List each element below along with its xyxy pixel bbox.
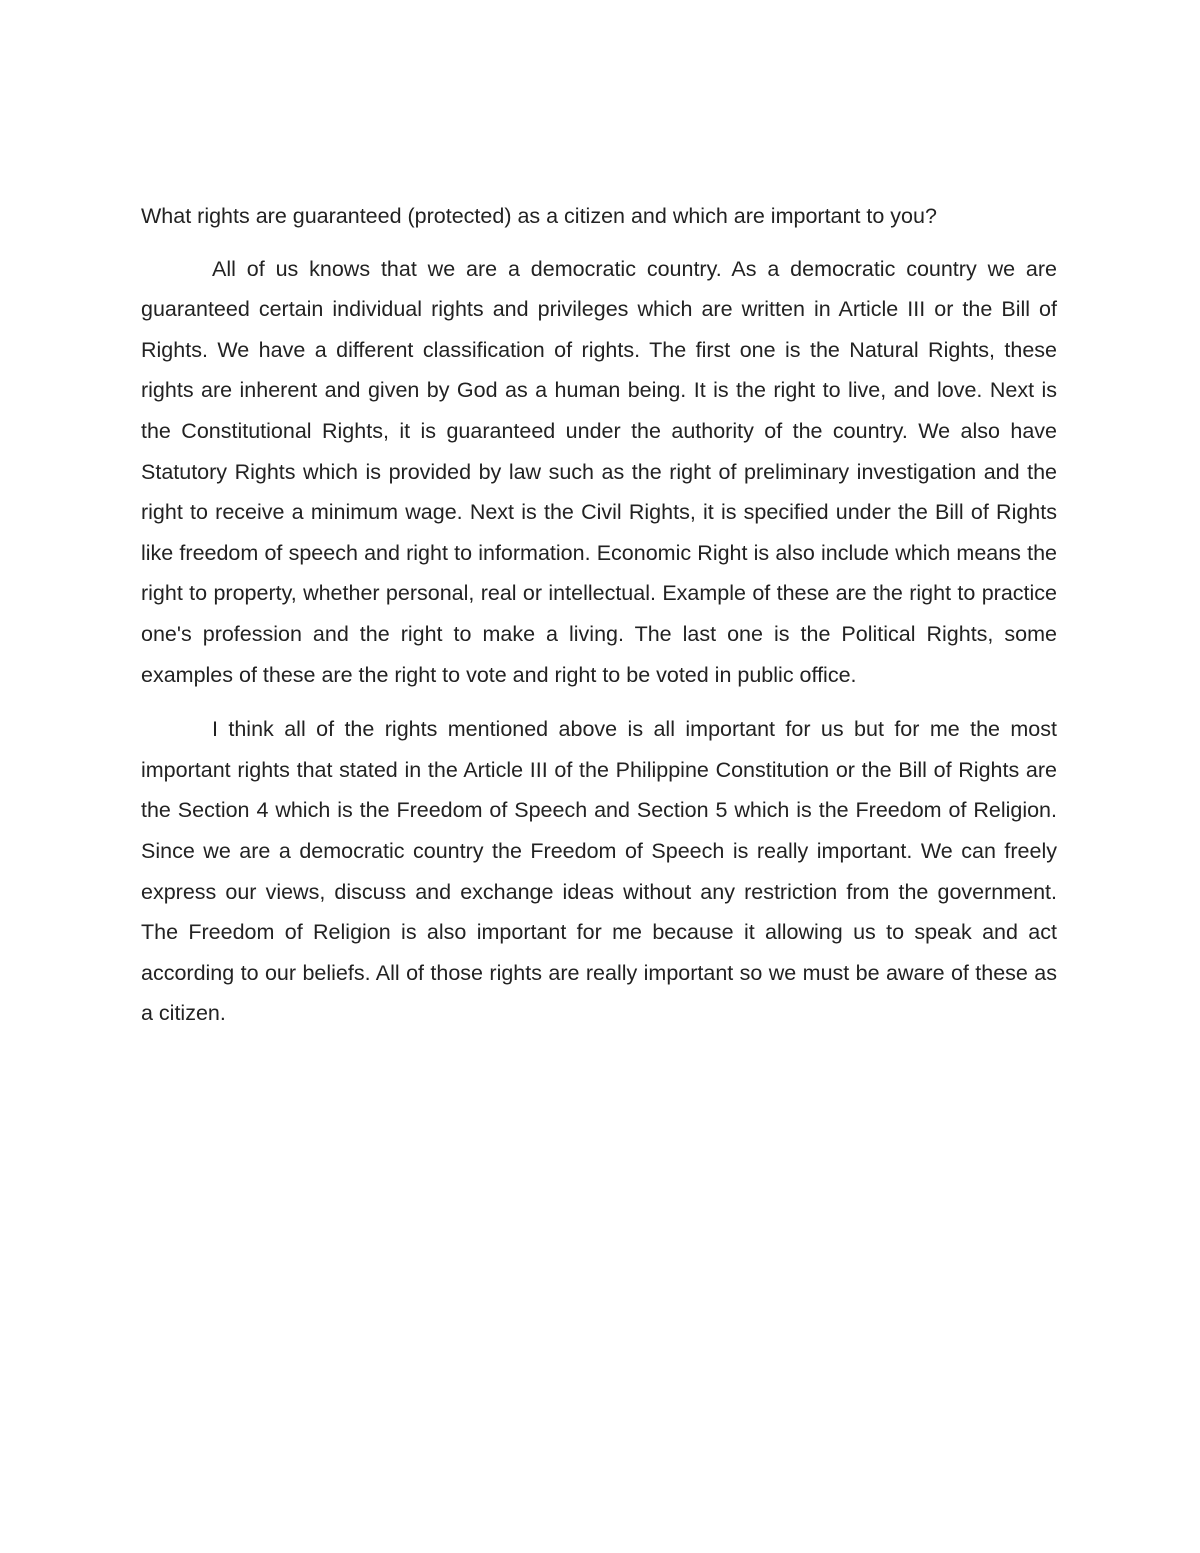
paragraph-important-rights: I think all of the rights mentioned above is all important for us but for me the most important rights that stated in the Article III of the Philippine Constitution or the Bill of Rights are the Section 4 which is the Freedom of Speech and Section 5 which is the Freedom of Religion. Since we are a democratic country the Freedom of Speech is really important. We can freely express our views, discuss and exchange ideas without any restriction from the government. The Freedom of Religion is also important for me because it allowing us to speak and act according to our beliefs. All of those rights are really important so we must be aware of these as a citizen.	[141, 717, 1057, 1026]
question-heading: What rights are guaranteed (protected) as a citizen and which are important to you?	[141, 204, 937, 228]
document-body	[141, 196, 1057, 1048]
paragraph-rights-classification: All of us knows that we are a democratic country. As a democratic country we are guaranteed certain individual rights and privileges which are written in Article III or the Bill of Rights. We have a different classification of rights. The first one is the Natural Rights, these rights are inherent and given by God as a human being. It is the right to live, and love. Next is the Constitutional Rights, it is guaranteed under the authority of the country. We also have Statutory Rights which is provided by law such as the right of preliminary investigation and the right to receive a minimum wage. Next is the Civil Rights, it is specified under the Bill of Rights like freedom of speech and right to information. Economic Right is also include which means the right to property, whether personal, real or intellectual. Example of these are the right to practice one's profession and the right to make a living. The last one is the Political Rights, some examples of these are the right to vote and right to be voted in public office.	[141, 256, 1057, 687]
